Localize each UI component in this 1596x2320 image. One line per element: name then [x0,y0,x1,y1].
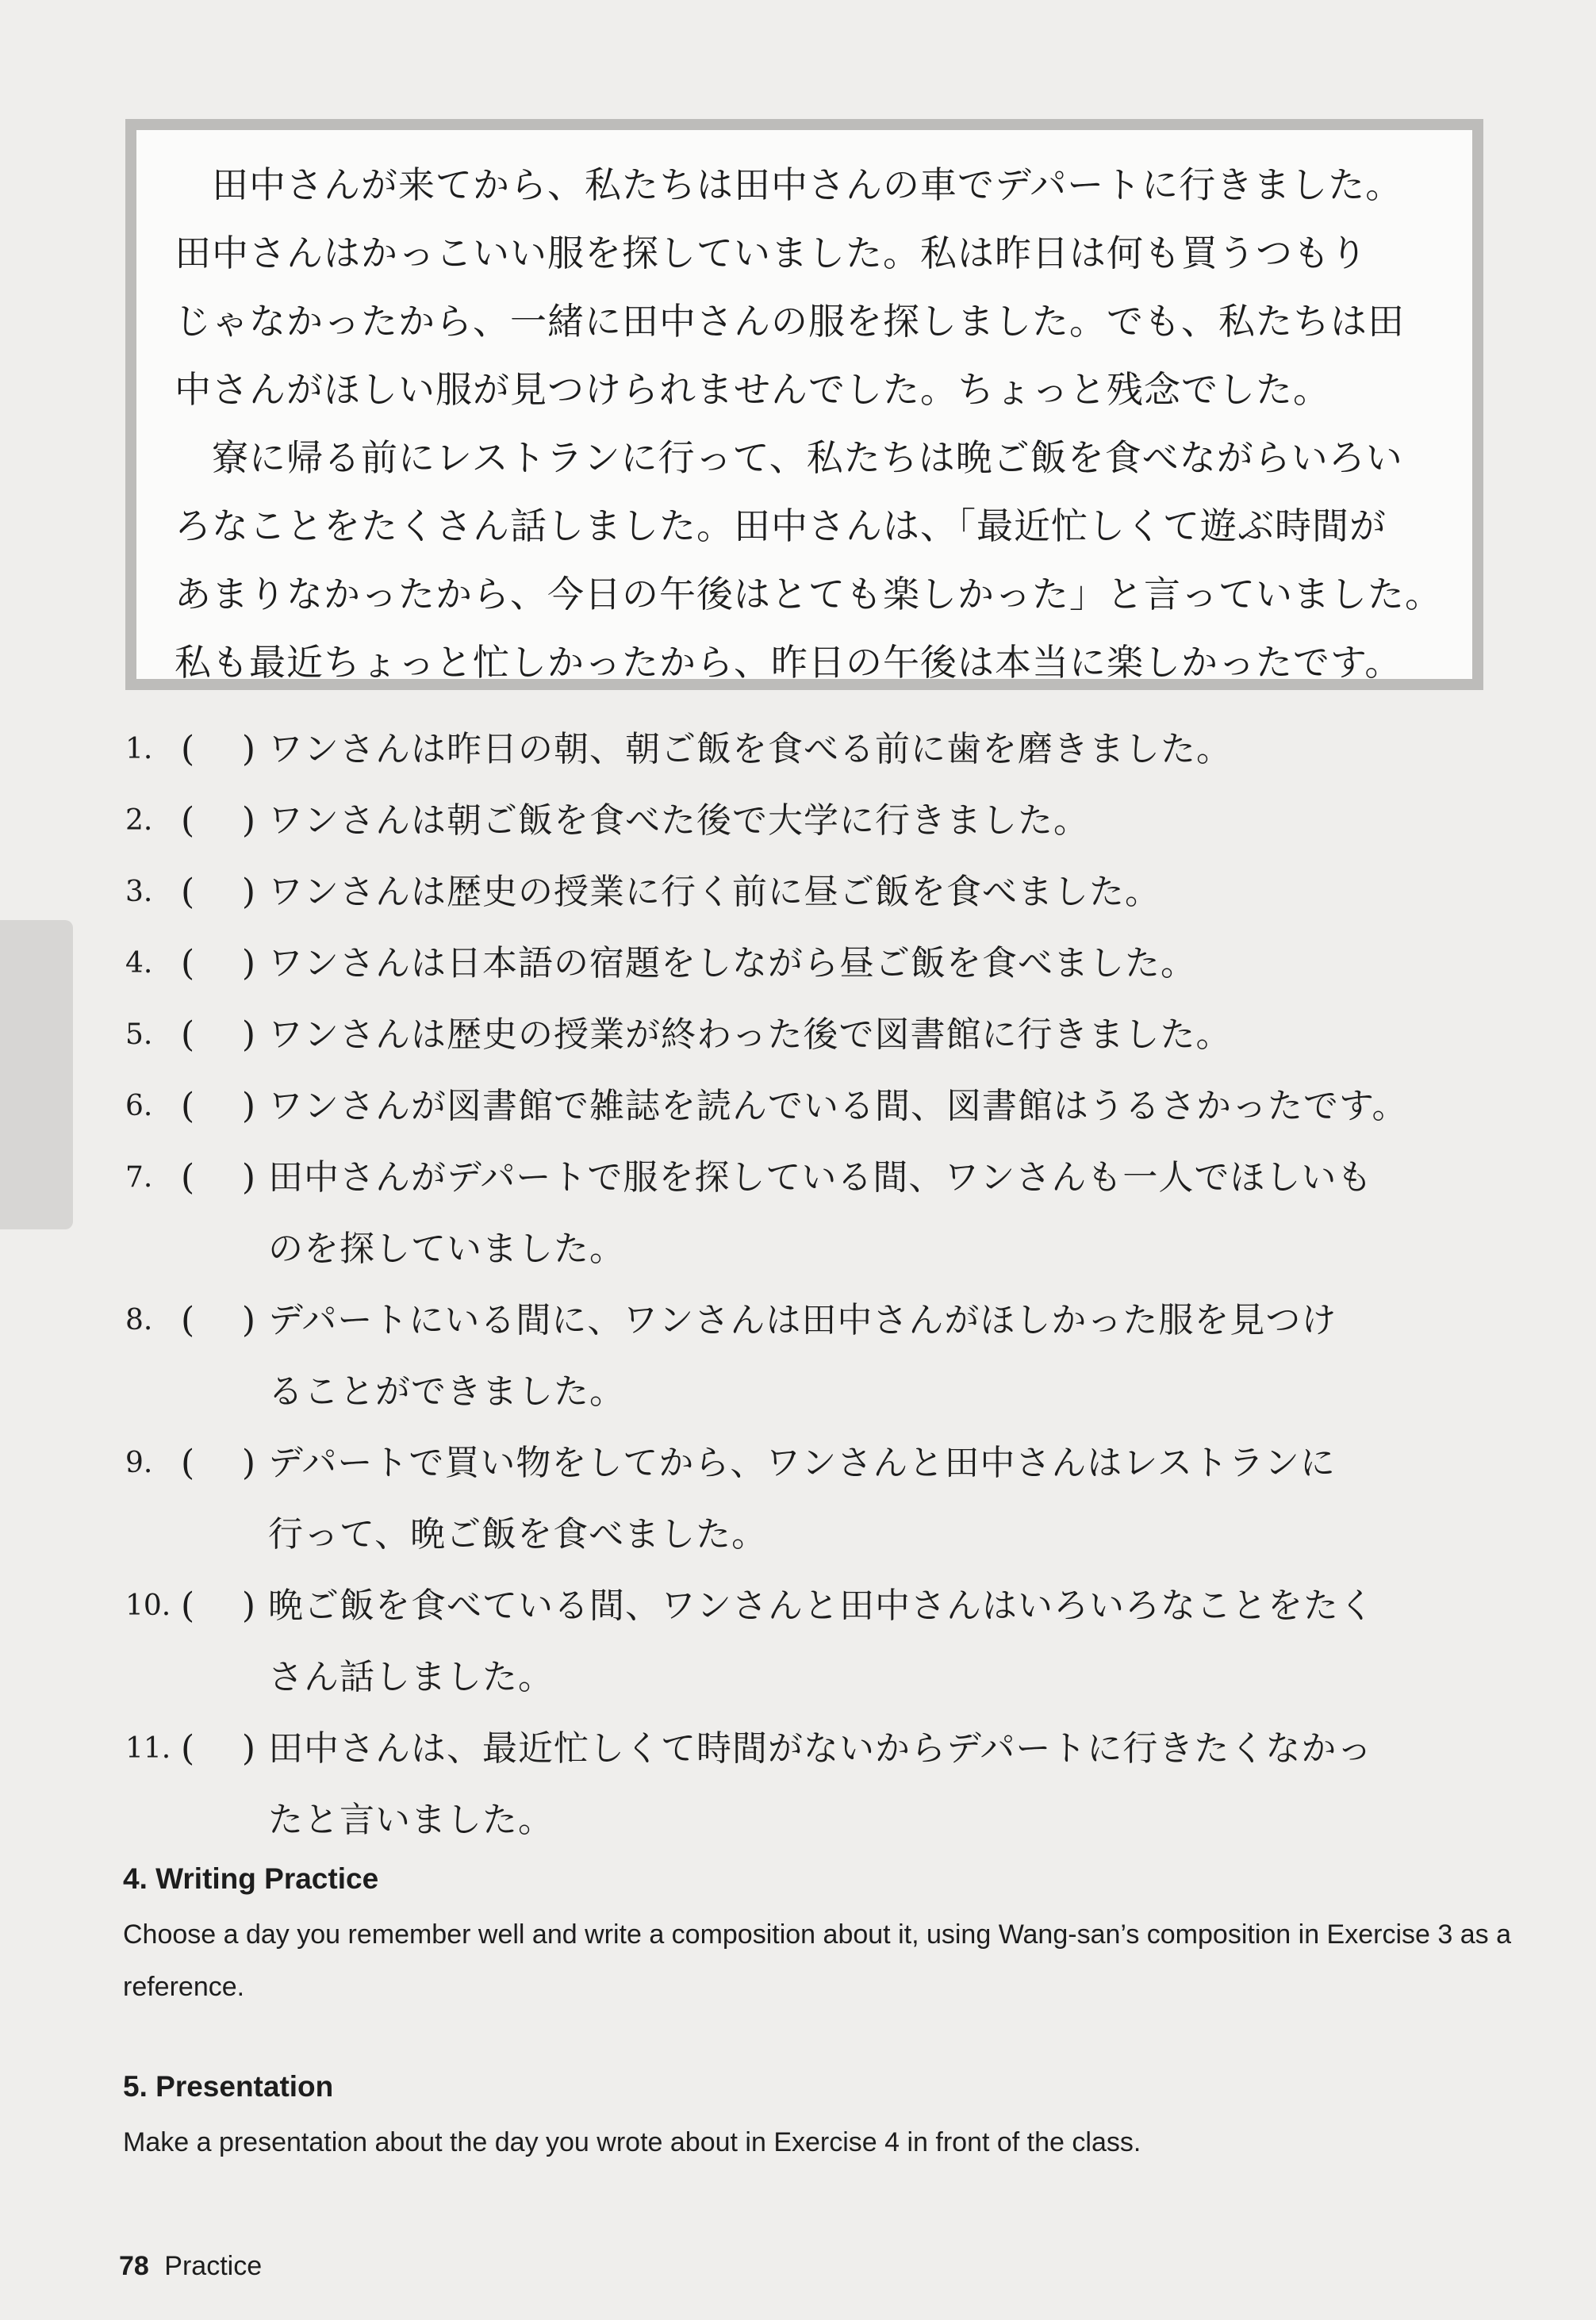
open-paren: ( [181,872,195,912]
question-text-line: ワンさんは歴史の授業に行く前に昼ご飯を食べました。 [268,872,1161,912]
question-text [268,999,1506,1071]
question-text-line: デパートで買い物をしてから、ワンさんと田中さんはレストランに [268,1443,1337,1483]
answer-blank[interactable] [181,999,268,1071]
question-text-line: ることができました。 [268,1371,625,1412]
reading-line: 中さんがほしい服が見つけられませんでした。ちょっと残念でした。 [175,368,1330,411]
question-text-line: のを探していました。 [268,1229,625,1269]
close-paren: ) [241,1157,255,1198]
close-paren: ) [241,943,255,984]
true-false-question-list [125,714,1506,1856]
question-item [125,714,1506,785]
page-footer [119,2251,262,2282]
close-paren: ) [241,800,255,841]
reading-passage-box [125,119,1483,690]
question-number: 9. [125,1447,153,1479]
question-text [268,1570,1506,1713]
question-number: 4. [125,947,153,980]
close-paren: ) [241,1443,255,1483]
close-paren: ) [241,729,255,769]
open-paren: ( [181,800,195,841]
question-text-line: 田中さんは、最近忙しくて時間がないからデパートに行きたくなかっ [268,1728,1373,1769]
question-item [125,857,1506,928]
answer-blank[interactable] [181,857,268,928]
question-item [125,1428,1506,1570]
question-text-line: さん話しました。 [268,1657,554,1697]
question-text-line: ワンさんは昨日の朝、朝ご飯を食べる前に歯を磨きました。 [268,729,1232,769]
question-text [268,1428,1506,1570]
answer-blank[interactable] [181,1713,268,1785]
question-item [125,785,1506,857]
question-number: 2. [125,804,153,837]
question-text [268,928,1506,999]
open-paren: ( [181,943,195,984]
question-text-line: ワンさんは日本語の宿題をしながら昼ご飯を食べました。 [268,943,1196,984]
close-paren: ) [241,1728,255,1769]
open-paren: ( [181,729,195,769]
answer-blank[interactable] [181,714,268,785]
question-text [268,714,1506,785]
answer-blank[interactable] [181,785,268,857]
question-text [268,1713,1506,1856]
footer-section-label: Practice [164,2251,263,2281]
reading-line: 田中さんが来てから、私たちは田中さんの車でデパートに行きました。 [175,163,1403,206]
exercise-5-title: 5. Presentation [123,2070,334,2103]
close-paren: ) [241,1300,255,1340]
question-item [125,928,1506,999]
question-text-line: ワンさんは歴史の授業が終わった後で図書館に行きました。 [268,1014,1232,1055]
open-paren: ( [181,1157,195,1198]
question-item [125,1142,1506,1285]
reading-line: ろなことをたくさん話しました。田中さんは、「最近忙しくて遊ぶ時間が [175,504,1387,547]
question-number: 7. [125,1161,153,1194]
question-text-line: デパートにいる間に、ワンさんは田中さんがほしかった服を見つけ [268,1300,1337,1340]
question-number: 8. [125,1304,153,1336]
question-item [125,999,1506,1071]
reading-line: 寮に帰る前にレストランに行って、私たちは晩ご飯を食べながらいろい [175,436,1403,479]
page-number: 78 [119,2251,149,2281]
answer-blank[interactable] [181,928,268,999]
question-item [125,1285,1506,1428]
question-text [268,1071,1506,1142]
exercise-5-instructions: Make a presentation about the day you wrote about in Exercise 4 in front of the class. [123,2127,1141,2157]
question-number: 11. [125,1732,171,1765]
question-text [268,785,1506,857]
reading-line: じゃなかったから、一緒に田中さんの服を探しました。でも、私たちは田 [175,300,1405,343]
question-text-line: たと言いました。 [268,1800,554,1840]
question-number: 1. [125,733,153,765]
exercise-4-title: 4. Writing Practice [123,1862,379,1895]
question-text [268,1142,1506,1285]
question-text-line: 田中さんがデパートで服を探している間、ワンさんも一人でほしいも [268,1157,1373,1198]
answer-blank[interactable] [181,1071,268,1142]
open-paren: ( [181,1586,195,1626]
exercise-4-section [123,1862,1519,2013]
close-paren: ) [241,1086,255,1126]
open-paren: ( [181,1300,195,1340]
question-text-line: 晩ご飯を食べている間、ワンさんと田中さんはいろいろなことをたく [268,1586,1375,1626]
answer-blank[interactable] [181,1570,268,1642]
open-paren: ( [181,1728,195,1769]
reading-line: 田中さんはかっこいい服を探していました。私は昨日は何も買うつもり [175,232,1368,274]
question-number: 5. [125,1018,153,1051]
open-paren: ( [181,1014,195,1055]
answer-blank[interactable] [181,1428,268,1499]
question-text-line: ワンさんが図書館で雑誌を読んでいる間、図書館はうるさかったです。 [268,1086,1408,1126]
close-paren: ) [241,872,255,912]
question-text [268,1285,1506,1428]
reading-line: あまりなかったから、今日の午後はとても楽しかった」と言っていました。 [175,573,1442,615]
exercise-4-instructions: Choose a day you remember well and write a composition about it, using Wang-san’s composition in Exercise 3 as a reference. [123,1919,1511,2002]
reading-line: 私も最近ちょっと忙しかったから、昨日の午後は本当に楽しかったです。 [175,641,1402,684]
question-item [125,1570,1506,1713]
close-paren: ) [241,1586,255,1626]
question-item [125,1713,1506,1856]
question-text-line: ワンさんは朝ご飯を食べた後で大学に行きました。 [268,800,1089,841]
exercise-5-section [123,2070,1519,2169]
question-number: 10. [125,1589,171,1622]
question-text [268,857,1506,928]
open-paren: ( [181,1086,195,1126]
question-number: 3. [125,876,153,908]
question-item [125,1071,1506,1142]
question-text-line: 行って、晩ご飯を食べました。 [268,1514,768,1555]
open-paren: ( [181,1443,195,1483]
answer-blank[interactable] [181,1142,268,1214]
chapter-side-tab [0,920,73,1229]
close-paren: ) [241,1014,255,1055]
answer-blank[interactable] [181,1285,268,1356]
question-number: 6. [125,1090,153,1122]
